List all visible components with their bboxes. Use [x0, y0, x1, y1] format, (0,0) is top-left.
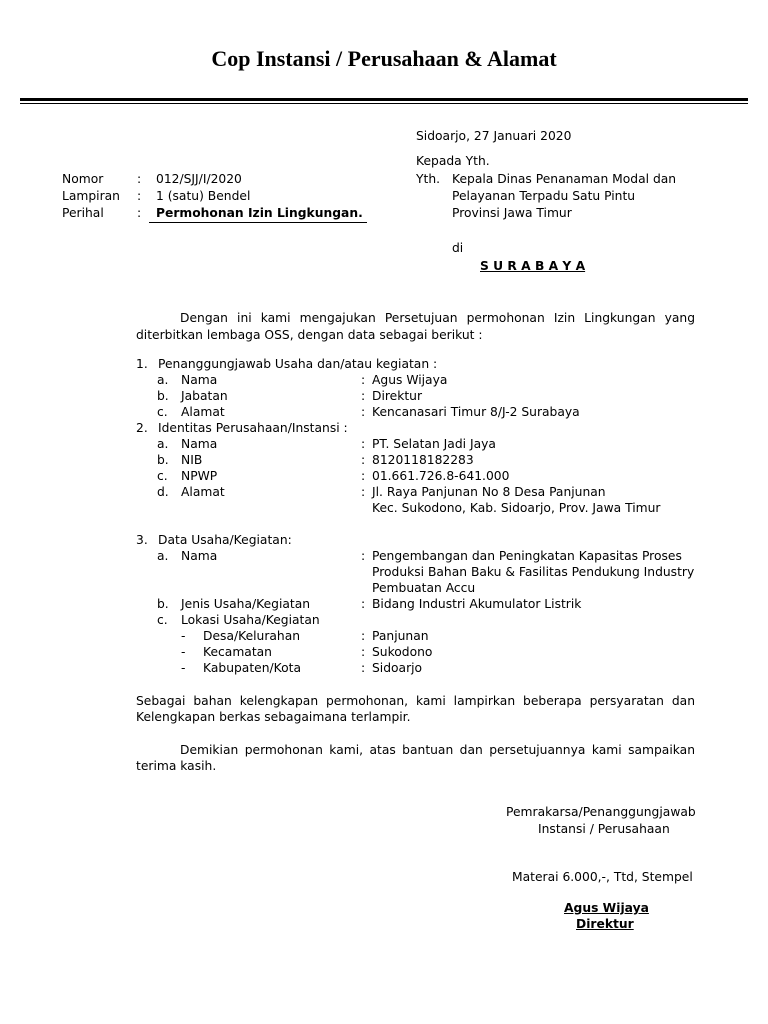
s3-a-label: Nama: [181, 549, 218, 563]
perihal-colon: :: [137, 206, 142, 220]
s2-a-label: Nama: [181, 437, 218, 451]
closing-para2-line1: [136, 741, 695, 760]
lampiran-label: Lampiran: [62, 189, 120, 203]
closing-para2-line1-text: Demikian permohonan kami, atas bantuan dan persetujuannya kami sampaikan: [180, 743, 695, 757]
s1-c-label: Alamat: [181, 405, 225, 419]
s2-c-mark: c.: [157, 469, 168, 483]
signature-role2: Instansi / Perusahaan: [538, 822, 670, 836]
nomor-label: Nomor: [62, 172, 104, 186]
signature-role1: Pemrakarsa/Penanggungjawab: [506, 805, 696, 819]
s3-a-mark: a.: [157, 549, 169, 563]
signature-title: Direktur: [576, 917, 634, 931]
s1-b-value: Direktur: [372, 389, 423, 403]
signature-stamp-note: Materai 6.000,-, Ttd, Stempel: [512, 870, 693, 884]
nomor-colon: :: [137, 172, 142, 186]
s1-c-value: Kencanasari Timur 8/J-2 Surabaya: [372, 405, 580, 419]
recipient-di: di: [452, 241, 464, 255]
s3-a-colon: :: [361, 549, 366, 563]
lampiran-value: 1 (satu) Bendel: [156, 189, 251, 203]
letterhead-rule-thick: [20, 98, 748, 101]
s3-num: 3.: [136, 533, 148, 547]
s2-c-value: 01.661.726.8-641.000: [372, 469, 510, 483]
place-date: Sidoarjo, 27 Januari 2020: [416, 129, 572, 143]
s1-c-colon: :: [361, 405, 366, 419]
s3-kab-colon: :: [361, 661, 366, 675]
recipient-line2: Pelayanan Terpadu Satu Pintu: [452, 189, 636, 203]
s1-title: Penanggungjawab Usaha dan/atau kegiatan :: [158, 357, 438, 371]
s3-b-colon: :: [361, 597, 366, 611]
s3-desa-dash: -: [181, 629, 186, 643]
s3-kab-label: Kabupaten/Kota: [203, 661, 301, 675]
s2-b-mark: b.: [157, 453, 169, 467]
s2-c-label: NPWP: [181, 469, 218, 483]
letterhead-rule-thin: [20, 103, 748, 104]
intro-line1: [136, 309, 695, 328]
s2-a-colon: :: [361, 437, 366, 451]
s3-desa-label: Desa/Kelurahan: [203, 629, 301, 643]
s2-a-mark: a.: [157, 437, 169, 451]
s1-num: 1.: [136, 357, 148, 371]
s1-b-label: Jabatan: [181, 389, 228, 403]
s1-a-mark: a.: [157, 373, 169, 387]
s3-kec-value: Sukodono: [372, 645, 433, 659]
recipient-line3: Provinsi Jawa Timur: [452, 206, 572, 220]
s2-b-label: NIB: [181, 453, 203, 467]
s3-desa-colon: :: [361, 629, 366, 643]
s1-c-mark: c.: [157, 405, 168, 419]
s2-d-value2: Kec. Sukodono, Kab. Sidoarjo, Prov. Jawa Timur: [372, 501, 661, 515]
s2-c-colon: :: [361, 469, 366, 483]
s3-b-label: Jenis Usaha/Kegiatan: [181, 597, 311, 611]
perihal-label: Perihal: [62, 206, 104, 220]
recipient-city: S U R A B A Y A: [480, 259, 586, 273]
s3-a-value2: Produksi Bahan Baku & Fasilitas Pendukung Industry: [372, 565, 695, 579]
s1-b-colon: :: [361, 389, 366, 403]
s3-kec-colon: :: [361, 645, 366, 659]
s3-desa-value: Panjunan: [372, 629, 429, 643]
signature-name: Agus Wijaya: [564, 901, 649, 915]
closing-para1-line2: Kelengkapan berkas sebagaimana terlampir.: [136, 710, 411, 724]
nomor-value: 012/SJJ/I/2020: [156, 172, 242, 186]
s2-d-label: Alamat: [181, 485, 225, 499]
s3-a-value1: Pengembangan dan Peningkatan Kapasitas Proses: [372, 549, 682, 563]
s2-d-colon: :: [361, 485, 366, 499]
s1-a-value: Agus Wijaya: [372, 373, 448, 387]
recipient-yth: Yth.: [416, 172, 441, 186]
s1-a-label: Nama: [181, 373, 218, 387]
s2-num: 2.: [136, 421, 148, 435]
closing-para1-line1: Sebagai bahan kelengkapan permohonan, kami lampirkan beberapa persyaratan dan: [136, 694, 695, 708]
s2-a-value: PT. Selatan Jadi Jaya: [372, 437, 496, 451]
s3-c-mark: c.: [157, 613, 168, 627]
s1-a-colon: :: [361, 373, 366, 387]
s3-c-label: Lokasi Usaha/Kegiatan: [181, 613, 320, 627]
s3-b-value: Bidang Industri Akumulator Listrik: [372, 597, 582, 611]
s3-title: Data Usaha/Kegiatan:: [158, 533, 292, 547]
closing-para2-line2: terima kasih.: [136, 759, 217, 773]
perihal-underline: [149, 222, 367, 223]
lampiran-colon: :: [137, 189, 142, 203]
letterhead-title: Cop Instansi / Perusahaan & Alamat: [211, 46, 557, 71]
s3-kab-dash: -: [181, 661, 186, 675]
s2-d-value1: Jl. Raya Panjunan No 8 Desa Panjunan: [372, 485, 606, 499]
intro-line1-text: Dengan ini kami mengajukan Persetujuan permohonan Izin Lingkungan yang: [180, 311, 695, 325]
s2-d-mark: d.: [157, 485, 169, 499]
s1-b-mark: b.: [157, 389, 169, 403]
intro-line2: diterbitkan lembaga OSS, dengan data sebagai berikut :: [136, 328, 483, 342]
s2-title: Identitas Perusahaan/Instansi :: [158, 421, 348, 435]
s3-kec-label: Kecamatan: [203, 645, 272, 659]
s3-b-mark: b.: [157, 597, 169, 611]
perihal-value: Permohonan Izin Lingkungan.: [156, 206, 363, 220]
s2-b-value: 8120118182283: [372, 453, 474, 467]
s2-b-colon: :: [361, 453, 366, 467]
s3-kab-value: Sidoarjo: [372, 661, 423, 675]
recipient-line1: Kepala Dinas Penanaman Modal dan: [452, 172, 677, 186]
s3-a-value3: Pembuatan Accu: [372, 581, 476, 595]
s3-kec-dash: -: [181, 645, 186, 659]
recipient-kepada: Kepada Yth.: [416, 154, 490, 168]
